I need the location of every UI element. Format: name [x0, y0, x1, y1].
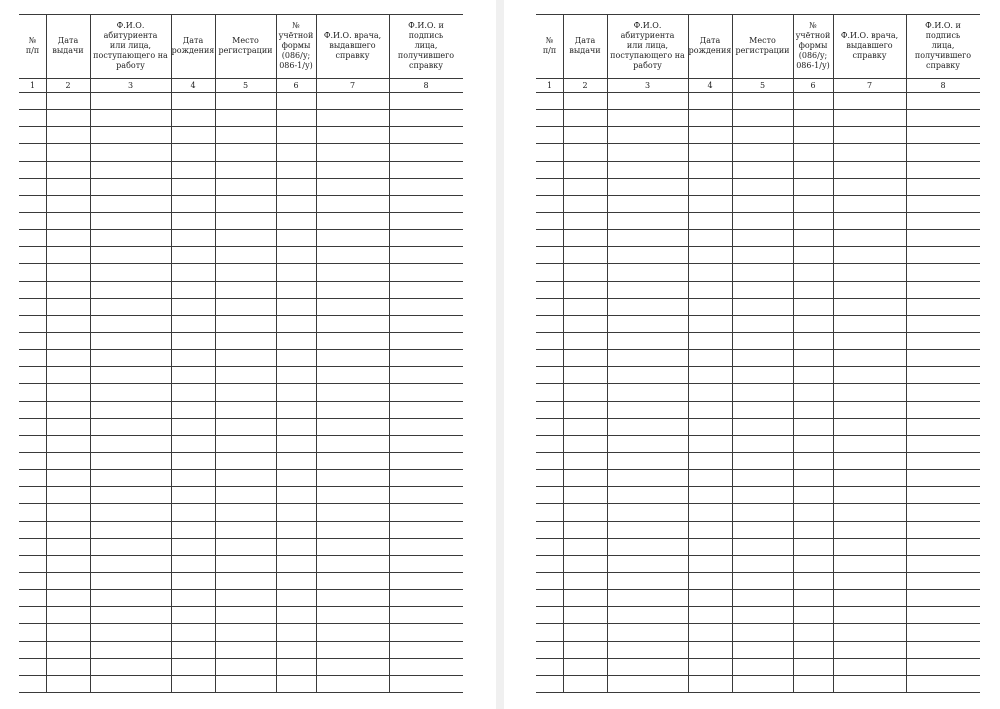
journal-page-right — [504, 0, 1000, 709]
table-row — [19, 435, 463, 436]
table-row — [536, 366, 980, 367]
table-row — [19, 212, 463, 213]
column-divider — [46, 14, 47, 692]
table-row — [536, 675, 980, 676]
column-divider — [688, 14, 689, 692]
table-row — [536, 332, 980, 333]
column-number: 5 — [759, 80, 766, 90]
table-row — [536, 349, 980, 350]
table-row — [19, 246, 463, 247]
column-header: Ф.И.О. врача, выдавшего справку — [840, 31, 899, 60]
column-divider — [833, 14, 834, 692]
table-row — [536, 623, 980, 624]
table-row — [536, 281, 980, 282]
column-header: № учётной формы (086/у; 086-1/у) — [795, 21, 831, 70]
column-divider — [276, 14, 277, 692]
column-header: Ф.И.О. абитуриента или лица, поступающего на работу — [610, 21, 685, 70]
column-number: 6 — [810, 80, 816, 90]
table-row — [19, 538, 463, 539]
number-row-separator — [536, 92, 980, 93]
table-row — [536, 521, 980, 522]
table-row — [536, 538, 980, 539]
table-row — [536, 246, 980, 247]
table-row — [19, 641, 463, 642]
table-row — [19, 606, 463, 607]
column-number: 3 — [644, 80, 651, 90]
table-row — [536, 161, 980, 162]
table-row — [19, 195, 463, 196]
table-row — [536, 401, 980, 402]
table-row — [19, 452, 463, 453]
table-row — [536, 143, 980, 144]
column-header: № п/п — [542, 36, 557, 55]
table-row — [536, 572, 980, 573]
table-row — [536, 658, 980, 659]
column-header: Ф.И.О. и подпись лица, получившего справку — [397, 21, 455, 70]
column-number: 1 — [29, 80, 36, 90]
column-divider — [732, 14, 733, 692]
number-row-separator — [19, 92, 463, 93]
column-divider — [607, 14, 608, 692]
column-divider — [906, 14, 907, 692]
table-row — [536, 486, 980, 487]
column-header: Ф.И.О. и подпись лица, получившего справку — [914, 21, 972, 70]
column-divider — [793, 14, 794, 692]
table-row — [536, 641, 980, 642]
column-header: Ф.И.О. врача, выдавшего справку — [323, 31, 382, 60]
column-header: Ф.И.О. абитуриента или лица, поступающего на работу — [93, 21, 168, 70]
column-number: 4 — [190, 80, 196, 90]
table-row — [536, 589, 980, 590]
column-divider — [215, 14, 216, 692]
column-header: Дата рождения — [171, 36, 215, 55]
table-row — [536, 503, 980, 504]
column-divider — [171, 14, 172, 692]
journal-page-left — [0, 0, 496, 709]
column-number: 4 — [707, 80, 713, 90]
table-row — [536, 692, 980, 693]
column-number: 6 — [293, 80, 299, 90]
table-row — [536, 452, 980, 453]
column-header: Место регистрации — [218, 36, 273, 55]
column-header: № п/п — [25, 36, 40, 55]
table-row — [19, 298, 463, 299]
table-row — [19, 332, 463, 333]
column-number: 1 — [546, 80, 553, 90]
column-number: 8 — [940, 80, 946, 90]
table-row — [19, 383, 463, 384]
table-row — [536, 178, 980, 179]
table-row — [19, 178, 463, 179]
column-number: 5 — [242, 80, 249, 90]
column-number: 7 — [866, 80, 873, 90]
table-row — [536, 263, 980, 264]
table-row — [19, 503, 463, 504]
table-row — [19, 109, 463, 110]
column-number: 8 — [423, 80, 429, 90]
table-row — [536, 383, 980, 384]
table-row — [19, 589, 463, 590]
table-row — [536, 195, 980, 196]
table-row — [19, 572, 463, 573]
column-header: Место регистрации — [735, 36, 790, 55]
table-row — [536, 606, 980, 607]
table-row — [19, 401, 463, 402]
ledger-table — [19, 14, 463, 692]
column-header: № учётной формы (086/у; 086-1/у) — [278, 21, 314, 70]
table-row — [536, 435, 980, 436]
table-row — [536, 212, 980, 213]
ledger-table — [536, 14, 980, 692]
table-row — [19, 486, 463, 487]
column-header: Дата выдачи — [569, 36, 601, 55]
table-row — [19, 521, 463, 522]
column-divider — [389, 14, 390, 692]
column-divider — [316, 14, 317, 692]
column-number: 2 — [65, 80, 71, 90]
table-row — [19, 418, 463, 419]
column-number: 7 — [349, 80, 356, 90]
column-divider — [90, 14, 91, 692]
table-row — [536, 298, 980, 299]
table-row — [536, 229, 980, 230]
table-row — [19, 366, 463, 367]
column-number: 3 — [127, 80, 134, 90]
table-row — [19, 623, 463, 624]
column-number: 2 — [582, 80, 588, 90]
table-row — [19, 469, 463, 470]
table-row — [536, 315, 980, 316]
table-row — [19, 555, 463, 556]
column-header: Дата выдачи — [52, 36, 84, 55]
table-row — [536, 109, 980, 110]
column-divider — [563, 14, 564, 692]
table-row — [19, 349, 463, 350]
table-row — [536, 418, 980, 419]
table-row — [19, 143, 463, 144]
table-row — [19, 315, 463, 316]
table-row — [19, 229, 463, 230]
table-row — [536, 555, 980, 556]
table-row — [19, 126, 463, 127]
table-row — [19, 675, 463, 676]
table-row — [19, 692, 463, 693]
table-row — [19, 281, 463, 282]
column-header: Дата рождения — [688, 36, 732, 55]
table-row — [536, 469, 980, 470]
table-row — [19, 161, 463, 162]
table-row — [19, 658, 463, 659]
table-row — [19, 263, 463, 264]
table-row — [536, 126, 980, 127]
